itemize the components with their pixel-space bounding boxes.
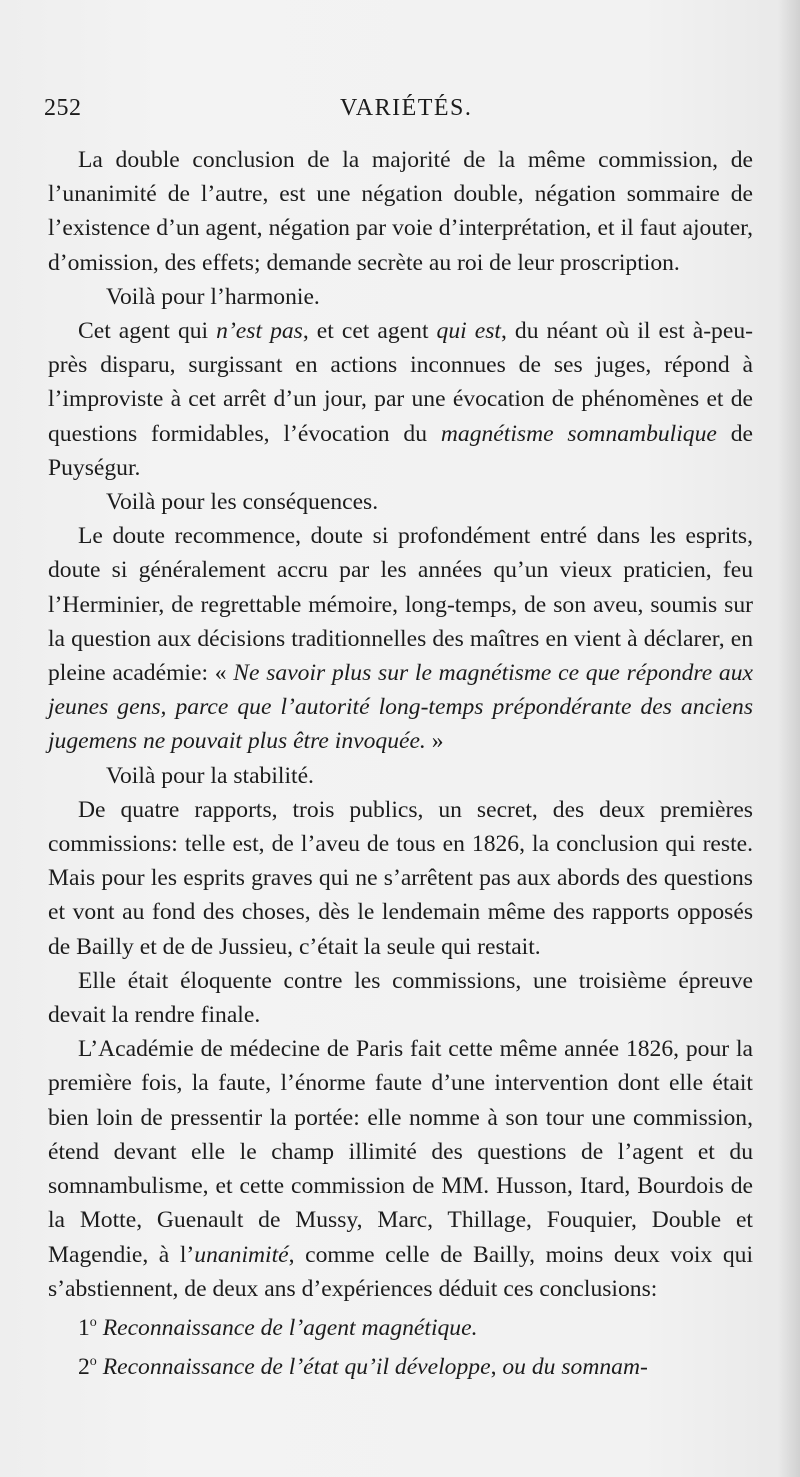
paragraph-eloquente: Elle était éloquente contre les commissions, une troisième épreuve devait la rendre finale.: [48, 967, 753, 1029]
item-ordinal: o: [89, 1314, 97, 1330]
conclusion-item-2: [48, 1345, 753, 1384]
page-body: [48, 143, 753, 1384]
text-segment: , du néant où il est à-peu-près disparu, surgissant en actions inconnues de ses juges, répond à l’improviste à cet arrêt d’un jour, par une évocation de phénomènes et de questions formidables, l’évocation du: [48, 318, 753, 447]
page-edge-shadow: [778, 0, 800, 1477]
text-segment: L’Académie de médecine de Paris fait cette même année 1826, pour la première fois, la faute, l’énorme faute d’une intervention dont elle était bien loin de pressentir la portée: elle nomme à son tour une commission, étend devant elle le champ illimité des questions de l’agent et du somnambulisme, et cette commission de MM. Husson, Itard, Bourdois de la Motte, Guenault de Mussy, Marc, Thillage, Fouquier, Double et Magendie, à l’: [48, 1036, 753, 1268]
paragraph-stabilite: Voilà pour la stabilité.: [106, 762, 314, 789]
item-text: Reconnaissance de l’agent magnétique.: [102, 1314, 478, 1341]
text-segment: , et cet agent: [302, 318, 437, 345]
text-segment: Le doute recommence, doute si profondément entré dans les esprits, doute si généralement accru par les années qu’un vieux praticien, feu l’Herminier, de regrettable mémoire, long-temps, de son aveu, soumis sur la question aux décisions traditionnelles des maîtres en vient à déclarer, en pleine académie: «: [48, 523, 753, 687]
italic-segment: n’est pas: [216, 318, 303, 345]
item-text: ou du somnam-: [502, 1354, 648, 1381]
paragraph-double-conclusion: La double conclusion de la majorité de la même commission, de l’unanimité de l’autre, est une négation double, négation sommaire de l’existence d’un agent, négation par voie d’interprétation, et il faut ajouter, d’omission, des effets; demande secrète au roi de leur proscription.: [48, 147, 753, 276]
paragraph-consequences: Voilà pour les conséquences.: [106, 489, 379, 516]
conclusion-item-1: [48, 1306, 753, 1345]
paragraph-quatre-rapports: De quatre rapports, trois publics, un secret, des deux premières commissions: telle est, de l’aveu de tous en 1826, la conclusion qui reste. Mais pour les esprits graves qui ne s’arrêtent pas aux abords des questions et vont au fond des choses, dès le lendemain même des rapports opposés de Bailly et de de Jussieu, c’était la seule qui restait.: [48, 796, 753, 960]
text-segment: de Puységur.: [48, 420, 753, 481]
running-title: VARIÉTÉS.: [340, 95, 473, 121]
item-ordinal: o: [89, 1354, 97, 1370]
item-number: 1: [78, 1314, 90, 1341]
page-number: 252: [44, 95, 82, 121]
paragraph-agent: [48, 314, 753, 485]
quotation-italic: Ne savoir plus sur le magnétisme ce que répondre aux jeunes gens, parce que l’autorité long-temps prépondérante des anciens jugemens ne pouvait plus être invoquée.: [48, 660, 754, 755]
text-segment: , comme celle de Bailly, moins deux voix qui s’abstiennent, de deux ans d’expériences déduit ces conclusions:: [48, 1241, 753, 1302]
paragraph-doute: [48, 519, 753, 758]
italic-segment: unanimité: [194, 1241, 289, 1268]
item-number: 2: [78, 1354, 90, 1381]
paragraph-harmonie: Voilà pour l’harmonie.: [106, 283, 320, 310]
text-segment: ,: [490, 1354, 503, 1381]
italic-segment: magnétisme somnambulique: [440, 420, 717, 447]
paragraph-academie: [48, 1032, 753, 1306]
italic-segment: qui est: [436, 318, 501, 345]
text-segment: Cet agent qui: [78, 318, 217, 345]
text-segment: »: [425, 728, 444, 755]
page-header: [44, 95, 764, 129]
item-text: Reconnaissance de l’état qu’il développe: [102, 1354, 491, 1381]
